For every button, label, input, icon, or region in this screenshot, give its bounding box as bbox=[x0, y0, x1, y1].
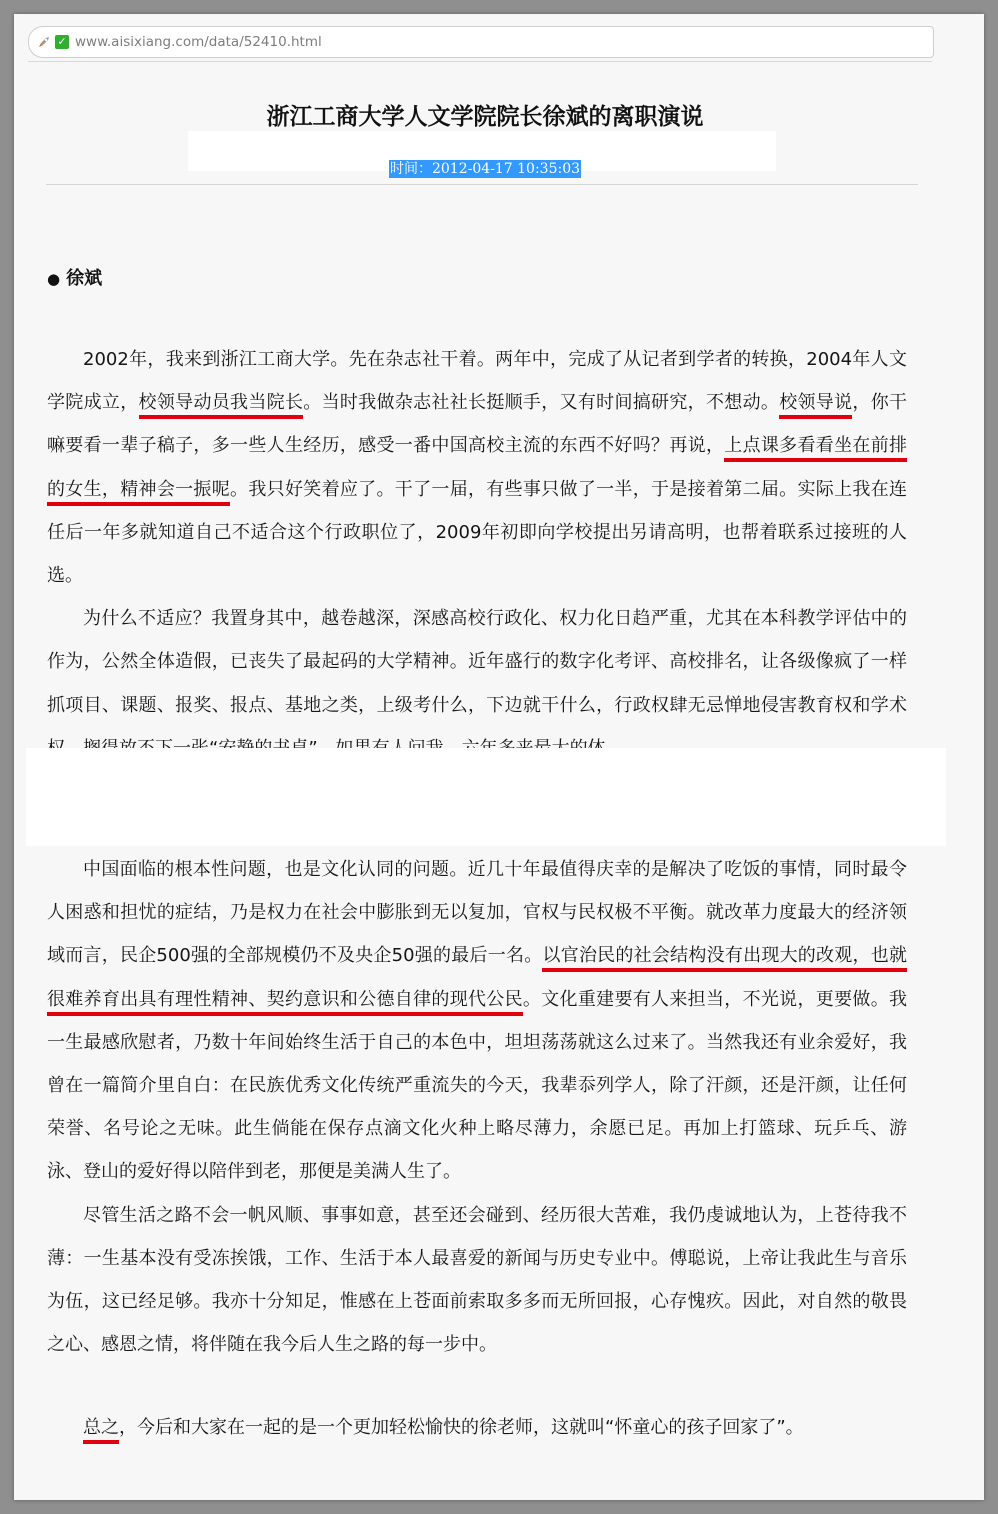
author-line bbox=[47, 264, 102, 290]
article-body-bottom bbox=[47, 848, 907, 1366]
header-divider bbox=[46, 184, 918, 185]
toolbar-divider bbox=[28, 61, 932, 62]
article-body-top bbox=[47, 338, 907, 748]
underlined-phrase: 校领导动员我当院长 bbox=[139, 392, 304, 419]
underlined-phrase: 总之 bbox=[83, 1417, 119, 1444]
time-row bbox=[0, 158, 970, 178]
publish-time[interactable]: 时间：2012-04-17 10:35:03 bbox=[389, 161, 581, 177]
underlined-phrase: 上点课多看看坐在前排的女生，精神会一振呢 bbox=[47, 435, 907, 505]
page-title: 浙江工商大学人文学院院长徐斌的离职演说 bbox=[266, 103, 704, 130]
paragraph: 为什么不适应？我置身其中，越卷越深，深感高校行政化、权力化日趋严重，尤其在本科教学评估中的作为，公然全体造假，已丧失了最起码的大学精神。近年盛行的数字化考评、高校排名，让各级像疯了一样抓项目、课题、报奖、报点、基地之类，上级考什么，下边就干什么，行政权肆无忌惮地侵害教育权和学术 bbox=[47, 608, 907, 716]
paragraph: 2002年，我来到浙江工商大学。先在杂志社干着。两年中，完成了从记者到学者的转换，2004年人文学院成立，校领导动员我当院长。当时我做杂志社社长挺顺手，又有时间搞研究，不想动。校领导说，你干嘛要看一辈子稿子，多一些人生经历，感受一番中国高校主流的东西不好吗？再说，上点课多看看坐在前排的女生，精神会一振呢。我只好笑着应了。干了一届，有些事只做了一半，于是接着第二届。实际上我在连任后一年多就知道自己不适合这个行政职位了，2009年初即向学校提出另请高明，也帮着联系过接班的人选。 bbox=[47, 349, 908, 587]
address-icons bbox=[37, 35, 75, 49]
paragraph: 尽管生活之路不会一帆风顺、事事如意，甚至还会碰到、经历很大苦难，我仍虔诚地认为，上苍待我不薄：一生基本没有受冻挨饿，工作、生活于本人最喜爱的新闻与历史专业中。傅聪说，上帝让我此生与音乐为伍，这已经足够。我亦十分知足，惟感在上苍面前索取多多而无所回报，心存愧疚。因此，对自然的敬畏之心、感恩之情，将伴随在我今后人生之路的每一步中。 bbox=[47, 1204, 907, 1356]
secure-check-icon: ✓ bbox=[55, 35, 69, 49]
cropped-gap bbox=[26, 748, 946, 846]
author-name: 徐斌 bbox=[66, 268, 103, 289]
closing-paragraph: 总之，今后和大家在一起的是一个更加轻松愉快的徐老师，这就叫“怀童心的孩子回家了”。 bbox=[47, 1413, 804, 1439]
url-text[interactable]: www.aisixiang.com/data/52410.html bbox=[75, 34, 322, 50]
address-bar[interactable] bbox=[28, 26, 934, 58]
rocket-icon bbox=[37, 35, 51, 49]
bullet-icon: ● bbox=[47, 270, 61, 288]
underlined-phrase: 校领导说 bbox=[779, 392, 852, 419]
underlined-phrase: 以官治民的社会结构没有出现大的改观，也就很难养育出具有理性精神、契约意识和公德自律的现代公民 bbox=[47, 945, 907, 1015]
paragraph: 中国面临的根本性问题，也是文化认同的问题。近几十年最值得庆幸的是解决了吃饭的事情，同时最令人困惑和担忧的症结，乃是权力在社会中膨胀到无以复加，官权与民权极不平衡。就改革力度最大的经济领域而言，民企500强的全部规模仍不及央企50强的最后一名。以官治民的社会结构没有出现大的改观，也就很难养育出具有理性精神、契约意识和公德自律的现代公民。文化重建要有人来担当，不光说，更要做。我一生最感欣慰者，乃数十年间始终生活于自己的本色中，坦坦荡荡就这么过来了。当然我还有业余爱好，我曾在一篇简介里自白：在民族优秀文化传统严重流失的今天，我辈忝列学人，除了汗颜，还是汗颜，让任何荣誉、名号论之无味。此生倘能在保存点滴文化火种上略尽薄力，余愿已足。再加上打篮球、玩乒乓、游泳、登山的爱好得以陪伴到老，那便是美满人生了。 bbox=[47, 859, 908, 1183]
